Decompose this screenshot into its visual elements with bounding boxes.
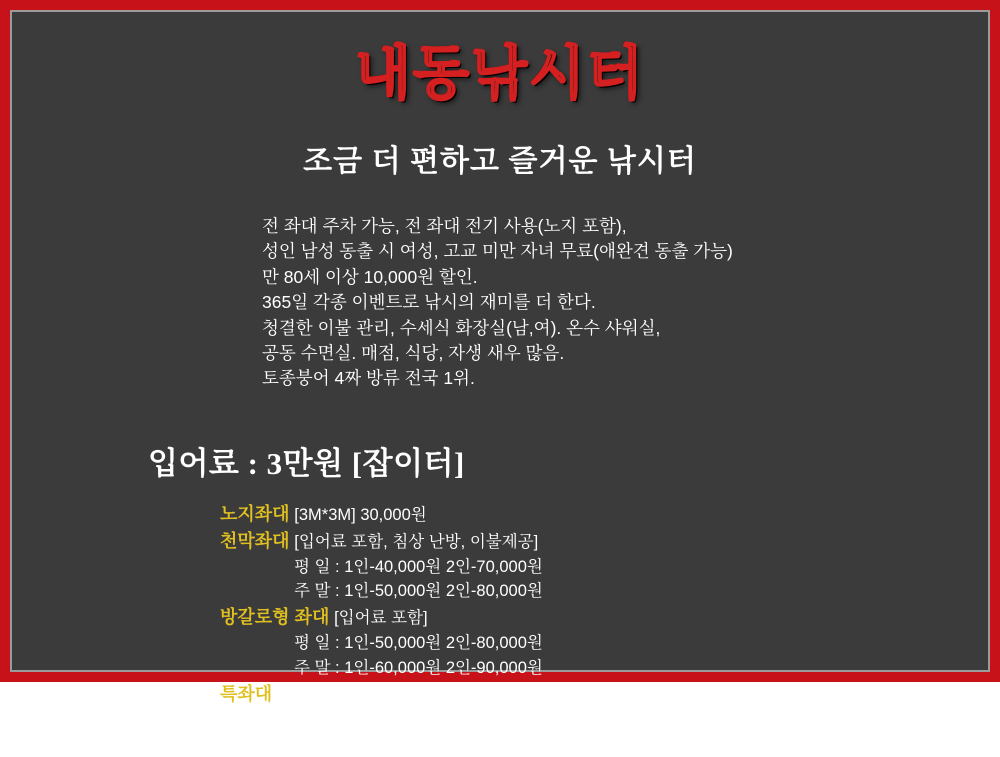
price-section-bungalow xyxy=(220,604,988,631)
description-line: 전 좌대 주차 가능, 전 좌대 전기 사용(노지 포함), xyxy=(262,216,627,236)
price-row xyxy=(220,732,988,757)
price-row xyxy=(220,555,988,580)
price-category-label: 방갈로형 좌대 xyxy=(220,607,330,628)
price-row xyxy=(220,631,988,656)
price-row-text: 주 말 : 1인-60,000원 2인-90,000원 xyxy=(294,658,543,677)
price-row-text: 주 말 : 1인-50,000원 2인-80,000원 xyxy=(294,582,543,601)
price-category-note: [입어료 포함] xyxy=(334,609,428,628)
description-line: 토종붕어 4짜 방류 전국 1위. xyxy=(262,368,475,389)
price-section-noji xyxy=(220,501,988,528)
price-row xyxy=(220,656,988,681)
fee-heading: 입어료 : 3만원 [잡이터] xyxy=(148,445,465,481)
price-row-text: 평 일 : 1인-50,000원 2인-80,000원 xyxy=(294,634,543,653)
price-section-tent xyxy=(220,528,988,555)
price-table xyxy=(220,501,988,757)
price-section-special xyxy=(220,681,988,708)
description-block xyxy=(262,214,988,392)
price-row xyxy=(220,708,988,733)
price-row xyxy=(220,579,988,604)
price-category-note: [입어료 포함] xyxy=(276,685,371,704)
poster-subtitle: 조금 더 편하고 즐거운 낚시터 xyxy=(303,145,697,178)
description-line: 만 80세 이상 10,000원 할인. xyxy=(262,266,478,287)
price-row-text: 주 말 : 150,000원[인원제한 없음, 낚시대 편성 제한 없음] xyxy=(294,735,696,754)
price-category-label: 노지좌대 xyxy=(220,503,290,524)
description-line: 365일 각종 이벤트로 낚시의 재미를 더 한다. xyxy=(262,292,596,313)
price-category-note: [입어료 포함, 침상 난방, 이불제공] xyxy=(294,532,539,551)
description-line: 공동 수면실. 매점, 식당, 자생 새우 많음. xyxy=(262,342,565,363)
price-category-label: 천막좌대 xyxy=(220,530,290,551)
description-line: 성인 남성 동출 시 여성, 고교 미만 자녀 무료(애완견 동출 가능) xyxy=(262,241,733,262)
price-row-text: 평 일 : 1인 사용시-100,000원 2인 이상 - 120,000원 xyxy=(294,710,660,729)
price-category-note: [3M*3M] 30,000원 xyxy=(294,505,427,524)
description-line: 청결한 이불 관리, 수세식 화장실(남,여). 온수 샤워실, xyxy=(262,317,661,338)
page-title: 내동낚시터 xyxy=(354,41,646,106)
poster-body xyxy=(10,10,990,754)
price-category-label: 특좌대 xyxy=(220,683,273,704)
price-row-text: 평 일 : 1인-40,000원 2인-70,000원 xyxy=(294,557,543,576)
